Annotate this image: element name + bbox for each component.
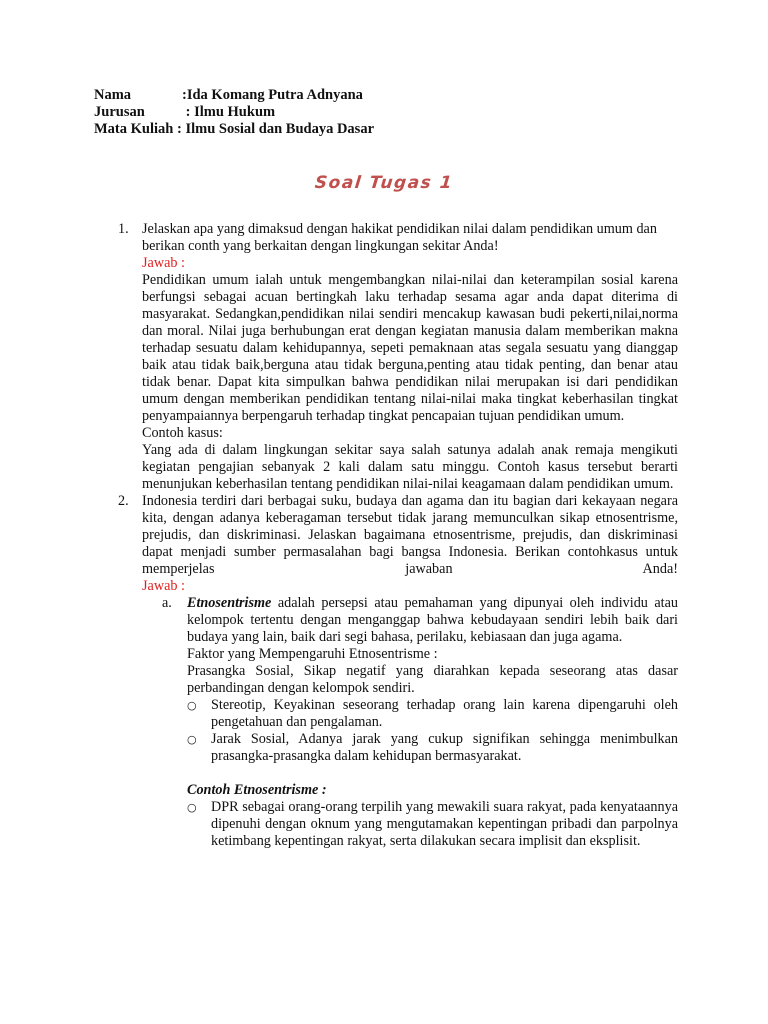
example-title: Contoh Etnosentrisme : — [187, 782, 327, 798]
question-number: 1. — [118, 221, 129, 237]
answer-label: Jawab : — [142, 578, 185, 594]
info-value: Ida Komang Putra Adnyana — [186, 87, 363, 103]
question-2 — [106, 493, 678, 850]
question-text: Jelaskan apa yang dimaksud dengan hakikat pendidikan nilai dalam pendidikan umum dan berikan conth yang berkaitan dengan lingkungan sekitar Anda! — [142, 221, 657, 254]
bullet-text: Jarak Sosial, Adanya jarak yang cukup signifikan sehingga menimbulkan prasangka-prasangka dalam kehidupan bermasyarakat. — [211, 731, 678, 764]
answer-text: Pendidikan umum ialah untuk mengembangkan nilai-nilai dan keterampilan sosial karena berfungsi sebagai acuan bertingkah laku terhadap sesama agar anda dapat diterima di masyarakat. Sedangkan,pendidikan nilai sendiri mencakup kawasan budi pekerti,nilai,norma dan moral. Nilai juga berhubungan erat dengan kegiatan manusia dalam memberikan makna terhadap sesuatu dalam kehidupannya, sepeti pemaknaan atas segala sesuatu yang dianggap baik atau tidak baik,berguna atau tidak berguna,penting atau tidak penting, dan benar atau tidak benar. Dapat kita simpulkan bahwa pendidikan nilai merupakan isi dari pendidikan umum dengan memberikan pendidikan tentang nilai-nilai maka tingkat keberhasilan tingkat penyampaiannya berpengaruh terhadap tingkat pencapaian tujuan pendidikan umum. — [142, 272, 678, 424]
item-definition — [187, 595, 678, 646]
list-item — [187, 697, 678, 731]
info-row-jurusan — [94, 104, 374, 121]
definition-text: adalah persepsi atau pemahaman yang dipunyai oleh individu atau kelompok tertentu dengan menganggap bahwa kebudayaan sendiri lebih baik dari budaya yang lain, baik dari segi bahasa, perilaku, kebiasaan dan juga agama. — [187, 595, 678, 645]
bullet-icon: ○ — [187, 801, 197, 814]
question-1 — [106, 221, 678, 493]
bullet-icon: ○ — [187, 699, 197, 712]
info-separator: : — [173, 121, 186, 137]
bullet-text: Stereotip, Keyakinan seseorang terhadap orang lain karena dipengaruhi oleh pengetahuan dan pengalaman. — [211, 697, 678, 730]
factors-intro: Prasangka Sosial, Sikap negatif yang diarahkan kepada seseorang atas dasar perbandingan dengan kelompok sendiri. — [187, 663, 678, 696]
bullet-icon: ○ — [187, 733, 197, 746]
item-letter: a. — [162, 595, 172, 611]
answer-item-a — [142, 595, 678, 850]
case-text: Yang ada di dalam lingkungan sekitar saya salah satunya adalah anak remaja mengikuti kegiatan pengajian sebanyak 2 kali dalam satu minggu. Contoh kasus tersebut berarti menunjukan keberhasilan tentang pendidikan nilai-nilai keagamaan dalam pendidikan umum. — [142, 442, 678, 492]
list-item — [187, 799, 678, 850]
info-separator: : — [182, 87, 187, 103]
page-title: Soal Tugas 1 — [313, 173, 455, 193]
assignment-body — [106, 221, 678, 850]
case-label: Contoh kasus: — [142, 425, 223, 441]
info-value: Ilmu Sosial dan Budaya Dasar — [185, 121, 375, 137]
question-number: 2. — [118, 493, 129, 509]
info-row-matakuliah — [94, 121, 374, 138]
term: Etnosentrisme — [187, 595, 272, 611]
student-info — [94, 87, 374, 138]
info-label: Nama — [94, 87, 132, 103]
answer-label: Jawab : — [142, 255, 185, 271]
info-separator: : — [182, 104, 195, 120]
info-label: Mata Kuliah — [94, 121, 174, 137]
info-label: Jurusan — [94, 104, 145, 120]
info-value: Ilmu Hukum — [194, 104, 276, 120]
factors-label: Faktor yang Mempengaruhi Etnosentrisme : — [187, 646, 438, 662]
info-row-nama — [94, 87, 374, 104]
list-item — [187, 731, 678, 765]
question-text: Indonesia terdiri dari berbagai suku, budaya dan agama dan itu bagian dari kekayaan negara kita, dengan adanya keberagaman tersebut tidak jarang memunculkan sikap etnosentrisme, prejudis, dan diskriminasi. Jelaskan bagaimana etnosentrisme, prejudis, dan diskriminasi dapat menjadi sumber permasalahan bagi bangsa Indonesia. Berikan contohkasus untuk memperjelas jawaban Anda! — [142, 493, 678, 577]
bullet-text: DPR sebagai orang-orang terpilih yang mewakili suara rakyat, pada kenyataannya dipenuhi dengan oknum yang mengutamakan kepentingan pribadi dan parpolnya ketimbang kepentingan rakyat, serta dilakukan secara implisit dan eksplisit. — [211, 799, 678, 849]
